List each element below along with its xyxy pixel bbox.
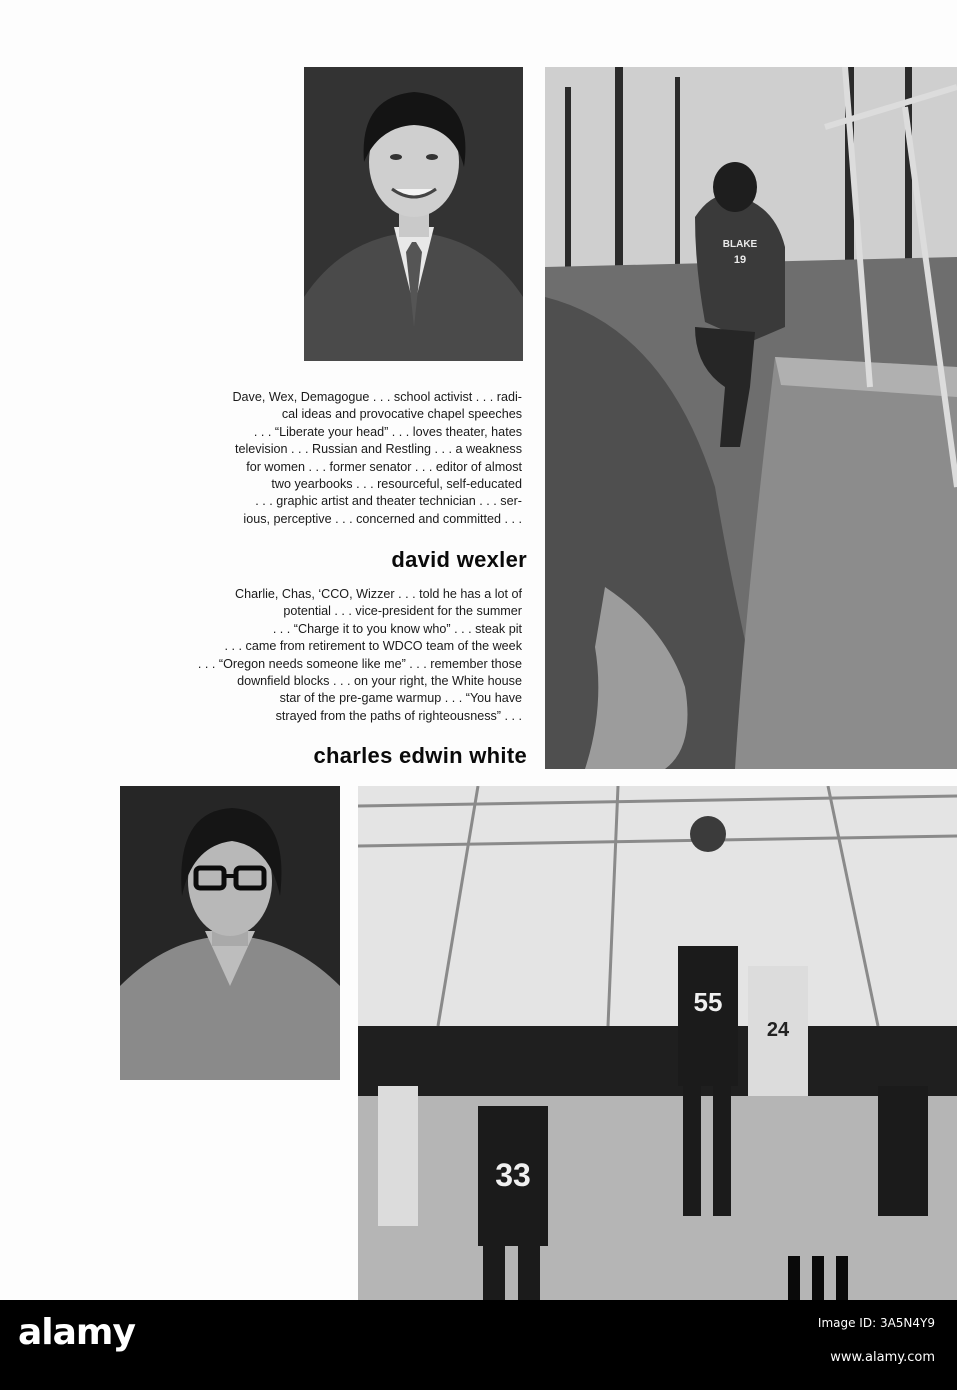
- sweatshirt-number: 19: [733, 254, 747, 266]
- alamy-logo: alamy: [18, 1312, 135, 1353]
- portrait-charles-edwin-white: [120, 786, 340, 1080]
- bio-line: downfield blocks . . . on your right, the White house: [237, 674, 522, 689]
- bio-line: two yearbooks . . . resourceful, self-educated: [271, 477, 522, 492]
- bio-line: Charlie, Chas, ‘CCO, Wizzer . . . told he has a lot of: [235, 587, 522, 601]
- bio-line: . . . “Charge it to you know who” . . . steak pit: [272, 621, 522, 636]
- bio-line: strayed from the paths of righteousness” . . .: [275, 708, 522, 723]
- bio-line: Dave, Wex, Demagogue . . . school activist . . . radi-: [232, 390, 522, 404]
- jersey-number-opponent: 24: [766, 1019, 790, 1041]
- bio-line: television . . . Russian and Restling . . . a weakness: [235, 442, 522, 457]
- bio-line: star of the pre-game warmup . . . “You have: [279, 691, 522, 706]
- bio-david-wexler: [102, 389, 522, 528]
- bio-charles-edwin-white: [102, 586, 522, 725]
- jersey-number-front: 33: [495, 1157, 531, 1193]
- bio-line: . . . “Liberate your head” . . . loves theater, hates: [253, 424, 522, 439]
- bio-line: . . . “Oregon needs someone like me” . . . remember those: [197, 656, 522, 671]
- bio-line: . . . graphic artist and theater technician . . . ser-: [255, 494, 522, 509]
- portrait-david-wexler: [304, 67, 523, 361]
- bio-line: for women . . . former senator . . . editor of almost: [246, 459, 522, 474]
- bio-line: potential . . . vice-president for the summer: [283, 604, 522, 619]
- photo-student-on-wall: [545, 67, 957, 769]
- photo-basketball-game: [358, 786, 957, 1300]
- watermark-footer: [0, 1300, 957, 1390]
- jersey-number-center: 55: [693, 987, 723, 1017]
- name-charles-edwin-white: charles edwin white: [313, 743, 527, 768]
- bio-line: ious, perceptive . . . concerned and committed . . .: [243, 511, 522, 526]
- name-david-wexler: david wexler: [391, 547, 527, 572]
- sweatshirt-text: BLAKE: [722, 239, 758, 250]
- image-id: Image ID: 3A5N4Y9: [817, 1316, 935, 1330]
- footer-url: www.alamy.com: [830, 1350, 935, 1365]
- bio-line: . . . came from retirement to WDCO team of the week: [224, 639, 522, 654]
- bio-line: cal ideas and provocative chapel speeches: [281, 407, 522, 422]
